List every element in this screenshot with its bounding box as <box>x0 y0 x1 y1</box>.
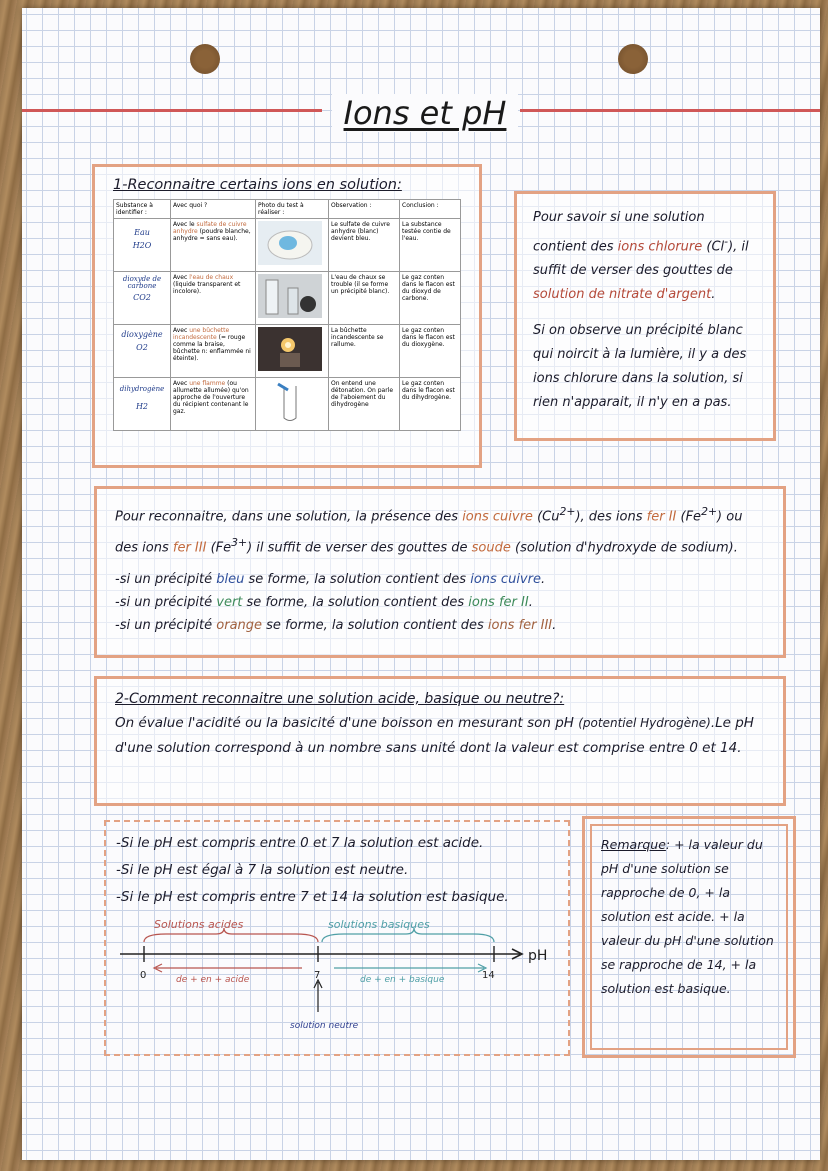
observation-cell: La bûchette incandescente se rallume. <box>329 325 400 378</box>
section2-text: On évalue l'acidité ou la basicité d'une boisson en mesurant son pH (potentiel Hydrogène).Le pH d'une solution correspond à un nombre sans unité dont la valeur est comprise entre 0 et 14. <box>115 715 754 756</box>
substance-name: Eau <box>134 228 150 237</box>
test-tube-diagram <box>258 380 322 424</box>
method-cell: Avec une bûchette incandescente (= rouge comme la braise, bûchette n: enflammée ni éteinte). <box>171 325 256 378</box>
metal-rule-fer3: -si un précipité orange se forme, la solution contient des ions fer III. <box>115 617 557 633</box>
remarque-box <box>582 816 796 1058</box>
conclusion-cell: Le gaz conten dans le flacon est du dioxygène. <box>400 325 461 378</box>
substance-cell <box>114 219 171 272</box>
ph-rule-acid: -Si le pH est compris entre 0 et 7 la solution est acide. <box>116 835 484 851</box>
remarque-body: : + la valeur du pH d'une solution se rapproche de 0, + la solution est acide. + la valeur du pH d'une solution se rapproche de 14, + la solution est basique. <box>601 837 774 996</box>
section2-box <box>94 676 786 806</box>
remarque-text <box>601 833 779 1001</box>
ph-axis-label: pH <box>528 948 548 964</box>
observation-cell: Le sulfate de cuivre anhydre (blanc) devient bleu. <box>329 219 400 272</box>
section1-box <box>92 164 482 468</box>
limewater-photo <box>258 274 322 318</box>
photo-cell <box>256 378 329 431</box>
ph-rule-basic: -Si le pH est compris entre 7 et 14 la solution est basique. <box>116 889 509 905</box>
acid-range-label: Solutions acides <box>154 918 244 931</box>
chlorure-paragraph-1: Pour savoir si une solution contient des ions chlorure (Cl-), il suffit de verser des gouttes de solution de nitrate d'argent. <box>533 210 749 303</box>
punch-hole-left <box>190 44 220 74</box>
neutral-label: solution neutre <box>290 1021 359 1031</box>
substance-name: dioxyde de carbone <box>122 275 162 290</box>
substance-formula: CO2 <box>133 293 151 302</box>
method-cell: Avec une flamme (ou allumette allumée) qu'on approche de l'ouverture du récipient contenant le gaz. <box>171 378 256 431</box>
metal-rule-cuivre: -si un précipité bleu se forme, la solution contient des ions cuivre. <box>115 571 546 587</box>
metal-intro: Pour reconnaitre, dans une solution, la présence des ions cuivre $(Cu^{2+})$, des ions fer II $(Fe^{2+})$ ou des ions fer III $(Fe^{3+})$ il suffit de verser des gouttes de soude (solution d'hydroxyde de sodium). <box>115 505 743 556</box>
base-range-label: solutions basiques <box>328 918 430 931</box>
table-header: Conclusion : <box>400 200 461 219</box>
table-header: Avec quoi ? <box>171 200 256 219</box>
conclusion-cell: Le gaz conten dans le flacon est du dioxyd de carbone. <box>400 272 461 325</box>
substance-formula: H2 <box>135 402 149 411</box>
tick-0-label: 0 <box>140 970 147 981</box>
observation-cell: On entend une détonation. On parle de l'aboiement du dihydrogène <box>329 378 400 431</box>
acid-arrow-label: de + en + acide <box>176 975 250 985</box>
glowing-splint-photo <box>258 327 322 371</box>
notebook-page <box>22 8 820 1160</box>
substance-cell <box>114 325 171 378</box>
substance-cell <box>114 272 171 325</box>
conclusion-cell: Le gaz conten dans le flacon est du dihydrogène. <box>400 378 461 431</box>
photo-cell <box>256 325 329 378</box>
page-title: Ions et pH <box>332 94 518 132</box>
chlorure-paragraph-2: Si on observe un précipité blanc qui noircit à la lumière, il y a des ions chlorure dans la solution, si rien n'apparait, il n'y en a pas. <box>533 323 747 411</box>
method-cell: Avec le sulfate de cuivre anhydre (poudre blanche, anhydre = sans eau). <box>171 219 256 272</box>
copper-sulfate-photo <box>258 221 322 265</box>
tick-14-label: 14 <box>482 970 495 981</box>
remarque-label: Remarque <box>601 837 666 852</box>
ion-test-table <box>113 199 461 431</box>
chlorure-box <box>514 191 776 441</box>
table-header: Photo du test à réaliser : <box>256 200 329 219</box>
substance-formula: O2 <box>136 343 148 352</box>
metal-rule-fer2: -si un précipité vert se forme, la solution contient des ions fer II. <box>115 594 533 610</box>
substance-name: dihydrogène <box>119 385 165 393</box>
ph-rule-neutral: -Si le pH est égal à 7 la solution est neutre. <box>116 862 409 878</box>
table-header: Observation : <box>329 200 400 219</box>
substance-cell <box>114 378 171 431</box>
ph-rules-list <box>116 830 509 911</box>
title-line-left <box>22 109 322 112</box>
base-arrow-label: de + en + basique <box>360 975 445 985</box>
table-header: Substance à identifier : <box>114 200 171 219</box>
substance-formula: H2O <box>132 241 152 250</box>
table-header-row <box>114 200 461 219</box>
observation-cell: L'eau de chaux se trouble (il se forme un précipité blanc). <box>329 272 400 325</box>
table-row <box>114 325 461 378</box>
section2-heading: 2-Comment reconnaitre une solution acide, basique ou neutre?: <box>115 691 565 707</box>
ph-rules-box <box>104 820 570 1056</box>
section1-heading: 1-Reconnaitre certains ions en solution: <box>113 177 402 193</box>
substance-name: dioxygène <box>121 330 163 339</box>
metal-ions-box <box>94 486 786 658</box>
table-row <box>114 378 461 431</box>
table-row <box>114 219 461 272</box>
tick-7-label: 7 <box>314 970 321 981</box>
title-line-right <box>520 109 820 112</box>
method-cell: Avec l'eau de chaux (liquide transparent et incolore). <box>171 272 256 325</box>
table-row <box>114 272 461 325</box>
punch-hole-right <box>618 44 648 74</box>
photo-cell <box>256 219 329 272</box>
photo-cell <box>256 272 329 325</box>
ph-scale-diagram <box>106 912 566 1052</box>
conclusion-cell: La substance testée contie de l'eau. <box>400 219 461 272</box>
